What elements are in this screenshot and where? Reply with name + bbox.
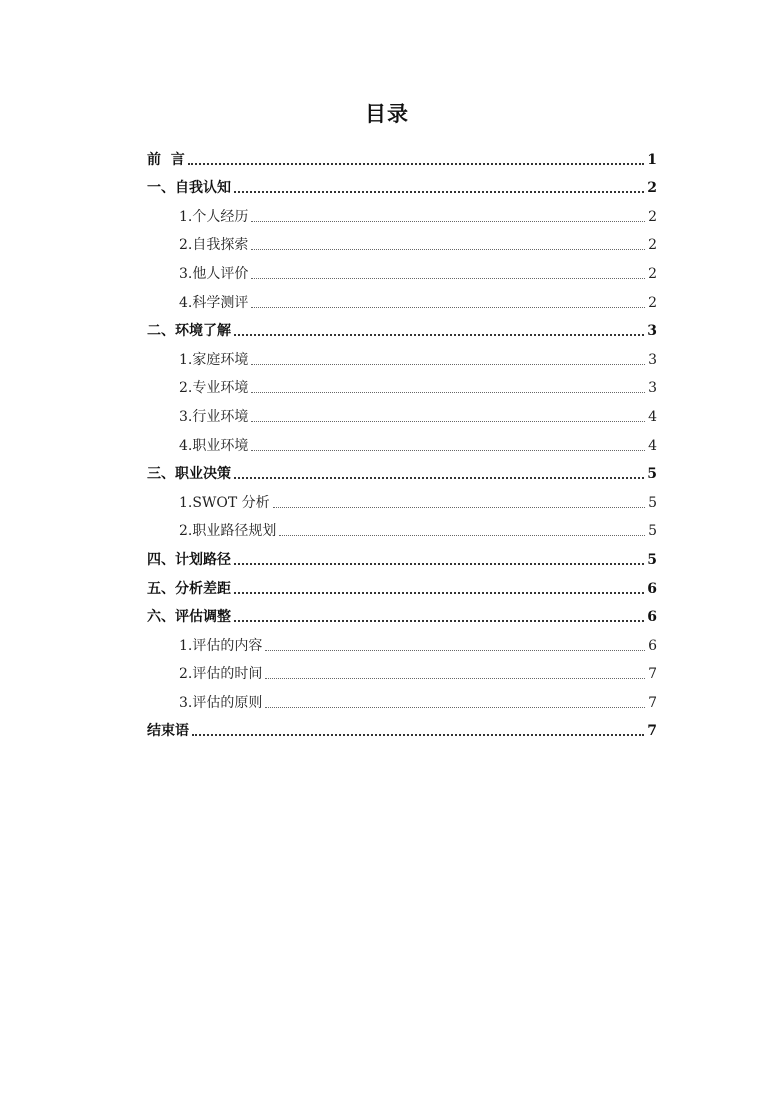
toc-subsection-entry[interactable] bbox=[147, 656, 657, 685]
dot-leader bbox=[251, 221, 645, 222]
toc-entry-label: 结束语 bbox=[147, 723, 189, 740]
toc-page-number: 2 bbox=[648, 265, 657, 282]
toc-entry-label: 1.家庭环境 bbox=[179, 351, 249, 368]
toc-entry-label: 1.评估的内容 bbox=[179, 637, 263, 654]
toc-subsection-entry[interactable] bbox=[147, 484, 657, 513]
toc-section-entry[interactable] bbox=[147, 456, 657, 485]
toc-entry-label: 4.科学测评 bbox=[179, 294, 249, 311]
toc-subsection-entry[interactable] bbox=[147, 227, 657, 256]
toc-subsection-entry[interactable] bbox=[147, 284, 657, 313]
toc-page-number: 6 bbox=[648, 637, 657, 654]
toc-subsection-entry[interactable] bbox=[147, 398, 657, 427]
toc-section-entry[interactable] bbox=[147, 599, 657, 628]
toc-page-number: 3 bbox=[648, 351, 657, 368]
dot-leader bbox=[234, 334, 644, 336]
dot-leader bbox=[234, 620, 644, 622]
toc-entry-label: 1.SWOT 分析 bbox=[179, 494, 270, 511]
toc-page-number: 2 bbox=[648, 294, 657, 311]
toc-entry-label: 3.行业环境 bbox=[179, 408, 249, 425]
toc-subsection-entry[interactable] bbox=[147, 255, 657, 284]
toc-subsection-entry[interactable] bbox=[147, 198, 657, 227]
toc-page-number: 2 bbox=[648, 237, 657, 254]
toc-section-entry[interactable] bbox=[147, 713, 657, 742]
dot-leader bbox=[279, 535, 645, 536]
toc-page-number: 3 bbox=[647, 323, 657, 340]
toc-page-number: 3 bbox=[648, 380, 657, 397]
toc-section-entry[interactable] bbox=[147, 141, 657, 170]
toc-section-entry[interactable] bbox=[147, 170, 657, 199]
dot-leader bbox=[251, 307, 645, 308]
toc-page-number: 5 bbox=[647, 551, 657, 568]
toc-page-number: 6 bbox=[647, 580, 657, 597]
toc-entry-label: 1.个人经历 bbox=[179, 208, 249, 225]
toc-entry-label: 2.评估的时间 bbox=[179, 666, 263, 683]
toc-subsection-entry[interactable] bbox=[147, 427, 657, 456]
toc-subsection-entry[interactable] bbox=[147, 341, 657, 370]
toc-entry-label: 3.他人评价 bbox=[179, 265, 249, 282]
toc-subsection-entry[interactable] bbox=[147, 370, 657, 399]
toc-page-number: 5 bbox=[648, 523, 657, 540]
toc-entry-label: 2.专业环境 bbox=[179, 380, 249, 397]
dot-leader bbox=[251, 278, 645, 279]
dot-leader bbox=[251, 421, 645, 422]
toc-page-number: 7 bbox=[648, 694, 657, 711]
toc-subsection-entry[interactable] bbox=[147, 684, 657, 713]
dot-leader bbox=[234, 477, 644, 479]
toc-page-number: 5 bbox=[648, 494, 657, 511]
toc-entry-label: 3.评估的原则 bbox=[179, 694, 263, 711]
dot-leader bbox=[251, 450, 645, 451]
toc-entry-label: 二、环境了解 bbox=[147, 323, 231, 340]
dot-leader bbox=[234, 592, 644, 594]
toc-entry-label: 六、评估调整 bbox=[147, 609, 231, 626]
dot-leader bbox=[265, 650, 645, 651]
toc-entry-label: 2.职业路径规划 bbox=[179, 523, 277, 540]
toc-entry-label: 一、自我认知 bbox=[147, 180, 231, 197]
toc-subsection-entry[interactable] bbox=[147, 627, 657, 656]
toc-section-entry[interactable] bbox=[147, 313, 657, 342]
toc-page-number: 6 bbox=[647, 609, 657, 626]
toc-entry-label: 前 言 bbox=[147, 151, 185, 168]
toc-entry-label: 2.自我探索 bbox=[179, 237, 249, 254]
toc-page-number: 7 bbox=[647, 723, 657, 740]
dot-leader bbox=[234, 563, 644, 565]
dot-leader bbox=[251, 249, 645, 250]
toc-page-number: 4 bbox=[648, 437, 657, 454]
table-of-contents bbox=[147, 141, 657, 741]
dot-leader bbox=[192, 734, 644, 736]
toc-entry-label: 4.职业环境 bbox=[179, 437, 249, 454]
dot-leader bbox=[265, 678, 645, 679]
dot-leader bbox=[273, 507, 645, 508]
toc-entry-label: 四、计划路径 bbox=[147, 551, 231, 568]
toc-subsection-entry[interactable] bbox=[147, 513, 657, 542]
toc-entry-label: 三、职业决策 bbox=[147, 466, 231, 483]
toc-page-number: 1 bbox=[647, 151, 657, 168]
toc-section-entry[interactable] bbox=[147, 570, 657, 599]
toc-page-number: 2 bbox=[647, 180, 657, 197]
dot-leader bbox=[188, 163, 645, 165]
toc-page-number: 2 bbox=[648, 208, 657, 225]
dot-leader bbox=[251, 364, 645, 365]
toc-page-number: 5 bbox=[647, 466, 657, 483]
dot-leader bbox=[234, 191, 644, 193]
toc-entry-label: 五、分析差距 bbox=[147, 580, 231, 597]
toc-page-number: 4 bbox=[648, 408, 657, 425]
toc-page-number: 7 bbox=[648, 666, 657, 683]
dot-leader bbox=[265, 707, 645, 708]
dot-leader bbox=[251, 392, 645, 393]
toc-section-entry[interactable] bbox=[147, 541, 657, 570]
toc-title: 目录 bbox=[365, 101, 409, 126]
